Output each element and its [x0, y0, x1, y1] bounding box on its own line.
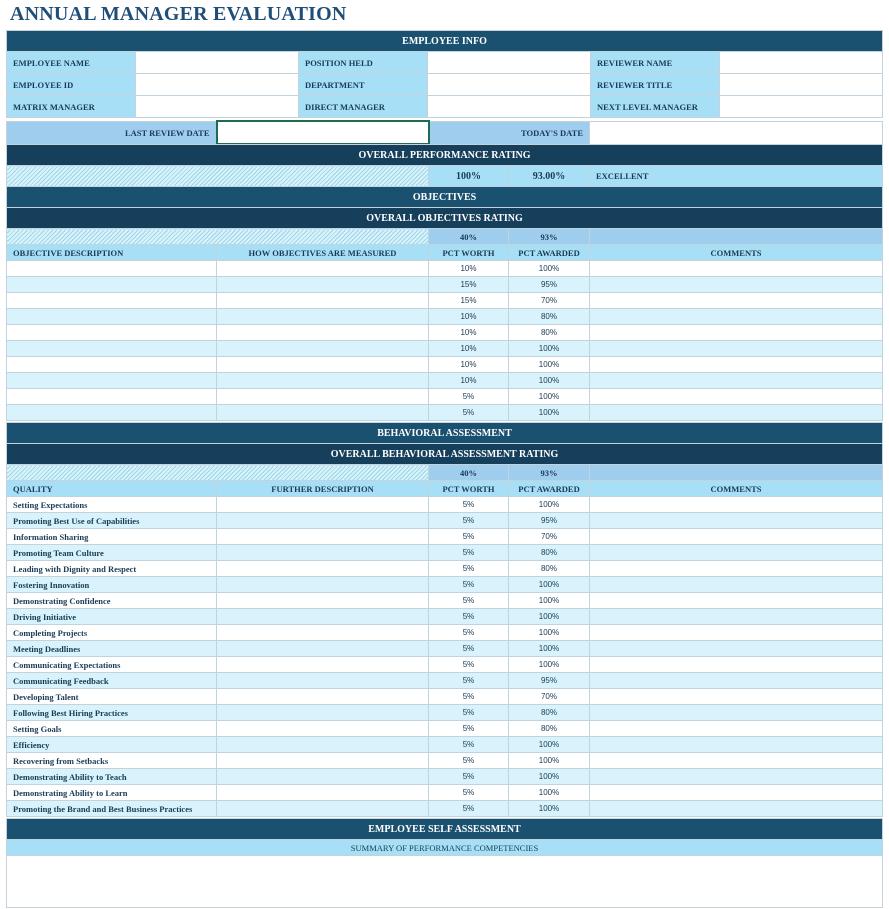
objective-description-field[interactable]: [7, 261, 217, 277]
pct-awarded-cell[interactable]: 70%: [509, 293, 590, 309]
comments-field[interactable]: [590, 341, 883, 357]
pct-worth-cell[interactable]: 5%: [429, 785, 509, 801]
further-description-field[interactable]: [217, 513, 429, 529]
comments-field[interactable]: [590, 753, 883, 769]
pct-worth-cell[interactable]: 5%: [429, 641, 509, 657]
pct-worth-cell[interactable]: 10%: [429, 341, 509, 357]
table-row: [7, 513, 883, 529]
hatched-cell: [7, 465, 429, 481]
how-measured-field[interactable]: [217, 277, 429, 293]
pct-worth-cell[interactable]: 15%: [429, 293, 509, 309]
comments-field[interactable]: [590, 801, 883, 817]
overall-rating: EXCELLENT: [590, 166, 883, 187]
pct-awarded-cell[interactable]: 80%: [509, 705, 590, 721]
col-pct-worth: PCT WORTH: [429, 245, 509, 261]
quality-cell: Promoting the Brand and Best Business Practices: [7, 801, 217, 817]
self-assessment-field[interactable]: [7, 856, 883, 908]
pct-worth-cell[interactable]: 10%: [429, 261, 509, 277]
comments-field[interactable]: [590, 497, 883, 513]
table-row: [7, 277, 883, 293]
further-description-field[interactable]: [217, 673, 429, 689]
further-description-field[interactable]: [217, 785, 429, 801]
quality-cell: Recovering from Setbacks: [7, 753, 217, 769]
page-title: ANNUAL MANAGER EVALUATION: [10, 3, 347, 25]
matrix-manager-field[interactable]: [136, 96, 299, 118]
comments-field[interactable]: [590, 705, 883, 721]
self-assessment-table: [6, 818, 883, 908]
behavioral-total-worth: 40%: [429, 465, 509, 481]
pct-awarded-cell[interactable]: 100%: [509, 801, 590, 817]
employee-info-table: [6, 30, 883, 118]
table-row: [7, 577, 883, 593]
pct-awarded-cell[interactable]: 100%: [509, 609, 590, 625]
col-objective-description: OBJECTIVE DESCRIPTION: [7, 245, 217, 261]
comments-field[interactable]: [590, 561, 883, 577]
further-description-field[interactable]: [217, 705, 429, 721]
how-measured-field[interactable]: [217, 309, 429, 325]
pct-awarded-cell[interactable]: 100%: [509, 737, 590, 753]
quality-cell: Driving Initiative: [7, 609, 217, 625]
comments-field[interactable]: [590, 513, 883, 529]
quality-cell: Demonstrating Ability to Teach: [7, 769, 217, 785]
pct-worth-cell[interactable]: 5%: [429, 577, 509, 593]
table-row: [7, 497, 883, 513]
quality-cell: Promoting Team Culture: [7, 545, 217, 561]
overall-performance-header: OVERALL PERFORMANCE RATING: [7, 145, 883, 166]
comments-field[interactable]: [590, 277, 883, 293]
comments-field[interactable]: [590, 261, 883, 277]
quality-cell: Leading with Dignity and Respect: [7, 561, 217, 577]
how-measured-field[interactable]: [217, 325, 429, 341]
pct-worth-cell[interactable]: 5%: [429, 389, 509, 405]
comments-field[interactable]: [590, 641, 883, 657]
comments-field[interactable]: [590, 609, 883, 625]
table-row: [7, 325, 883, 341]
objectives-table: [6, 186, 883, 421]
comments-field[interactable]: [590, 389, 883, 405]
pct-worth-cell[interactable]: 5%: [429, 561, 509, 577]
last-review-date-label: LAST REVIEW DATE: [7, 121, 217, 144]
pct-awarded-cell[interactable]: 100%: [509, 625, 590, 641]
how-measured-field[interactable]: [217, 389, 429, 405]
reviewer-title-field[interactable]: [720, 74, 883, 96]
further-description-field[interactable]: [217, 641, 429, 657]
pct-awarded-cell[interactable]: 80%: [509, 545, 590, 561]
table-row: [7, 785, 883, 801]
col-further-description: FURTHER DESCRIPTION: [217, 481, 429, 497]
further-description-field[interactable]: [217, 609, 429, 625]
table-row: [7, 689, 883, 705]
comments-field[interactable]: [590, 293, 883, 309]
comments-field[interactable]: [590, 769, 883, 785]
pct-awarded-cell[interactable]: 100%: [509, 769, 590, 785]
pct-awarded-cell[interactable]: 95%: [509, 513, 590, 529]
behavioral-total-blank: [590, 465, 883, 481]
last-review-date-field[interactable]: [217, 121, 429, 144]
pct-awarded-cell[interactable]: 70%: [509, 529, 590, 545]
further-description-field[interactable]: [217, 529, 429, 545]
pct-awarded-cell[interactable]: 80%: [509, 309, 590, 325]
further-description-field[interactable]: [217, 753, 429, 769]
pct-worth-cell[interactable]: 10%: [429, 357, 509, 373]
pct-awarded-cell[interactable]: 100%: [509, 373, 590, 389]
department-label: DEPARTMENT: [299, 74, 428, 96]
pct-worth-cell[interactable]: 5%: [429, 721, 509, 737]
further-description-field[interactable]: [217, 577, 429, 593]
table-row: [7, 389, 883, 405]
objective-description-field[interactable]: [7, 341, 217, 357]
pct-awarded-cell[interactable]: 100%: [509, 389, 590, 405]
quality-cell: Promoting Best Use of Capabilities: [7, 513, 217, 529]
pct-awarded-cell[interactable]: 100%: [509, 261, 590, 277]
table-row: [7, 373, 883, 389]
comments-field[interactable]: [590, 785, 883, 801]
table-row: [7, 529, 883, 545]
pct-worth-cell[interactable]: 5%: [429, 705, 509, 721]
hatched-cell: [7, 229, 429, 245]
comments-field[interactable]: [590, 577, 883, 593]
table-row: [7, 609, 883, 625]
how-measured-field[interactable]: [217, 341, 429, 357]
direct-manager-label: DIRECT MANAGER: [299, 96, 428, 118]
how-measured-field[interactable]: [217, 261, 429, 277]
next-level-manager-label: NEXT LEVEL MANAGER: [591, 96, 720, 118]
further-description-field[interactable]: [217, 561, 429, 577]
pct-worth-cell[interactable]: 5%: [429, 753, 509, 769]
pct-worth-cell[interactable]: 5%: [429, 529, 509, 545]
pct-worth-cell[interactable]: 5%: [429, 769, 509, 785]
table-row: [7, 341, 883, 357]
pct-awarded-cell[interactable]: 100%: [509, 357, 590, 373]
pct-awarded-cell[interactable]: 100%: [509, 405, 590, 421]
pct-awarded-cell[interactable]: 100%: [509, 341, 590, 357]
objective-description-field[interactable]: [7, 373, 217, 389]
table-row: [7, 561, 883, 577]
pct-awarded-cell[interactable]: 100%: [509, 657, 590, 673]
table-row: [7, 309, 883, 325]
further-description-field[interactable]: [217, 801, 429, 817]
pct-worth-cell[interactable]: 15%: [429, 277, 509, 293]
comments-field[interactable]: [590, 657, 883, 673]
quality-cell: Demonstrating Ability to Learn: [7, 785, 217, 801]
table-row: [7, 657, 883, 673]
department-field[interactable]: [428, 74, 591, 96]
review-dates-table: [6, 120, 883, 145]
table-row: [7, 357, 883, 373]
table-row: [7, 545, 883, 561]
behavioral-table: [6, 422, 883, 817]
self-assessment-subheader: SUMMARY OF PERFORMANCE COMPETENCIES: [7, 840, 883, 856]
pct-worth-cell[interactable]: 10%: [429, 373, 509, 389]
how-measured-field[interactable]: [217, 405, 429, 421]
comments-field[interactable]: [590, 545, 883, 561]
overall-pct: 100%: [429, 166, 509, 187]
self-assessment-header: EMPLOYEE SELF ASSESSMENT: [7, 819, 883, 840]
pct-awarded-cell[interactable]: 80%: [509, 721, 590, 737]
behavioral-header: BEHAVIORAL ASSESSMENT: [7, 423, 883, 444]
comments-field[interactable]: [590, 737, 883, 753]
table-row: [7, 593, 883, 609]
col-pct-awarded: PCT AWARDED: [509, 481, 590, 497]
table-row: [7, 405, 883, 421]
pct-worth-cell[interactable]: 10%: [429, 325, 509, 341]
pct-worth-cell[interactable]: 5%: [429, 689, 509, 705]
table-row: [7, 641, 883, 657]
employee-id-field[interactable]: [136, 74, 299, 96]
todays-date-label: TODAY'S DATE: [429, 121, 590, 144]
further-description-field[interactable]: [217, 593, 429, 609]
col-pct-worth: PCT WORTH: [429, 481, 509, 497]
employee-id-label: EMPLOYEE ID: [7, 74, 136, 96]
objective-description-field[interactable]: [7, 405, 217, 421]
overall-score: 93.00%: [509, 166, 590, 187]
further-description-field[interactable]: [217, 497, 429, 513]
reviewer-title-label: REVIEWER TITLE: [591, 74, 720, 96]
quality-cell: Setting Expectations: [7, 497, 217, 513]
pct-awarded-cell[interactable]: 100%: [509, 497, 590, 513]
comments-field[interactable]: [590, 309, 883, 325]
objectives-total-awarded: 93%: [509, 229, 590, 245]
table-row: [7, 721, 883, 737]
pct-awarded-cell[interactable]: 100%: [509, 577, 590, 593]
pct-awarded-cell[interactable]: 70%: [509, 689, 590, 705]
pct-worth-cell[interactable]: 5%: [429, 609, 509, 625]
comments-field[interactable]: [590, 673, 883, 689]
position-held-label: POSITION HELD: [299, 52, 428, 74]
objectives-header: OBJECTIVES: [7, 187, 883, 208]
quality-cell: Fostering Innovation: [7, 577, 217, 593]
employee-name-field[interactable]: [136, 52, 299, 74]
reviewer-name-label: REVIEWER NAME: [591, 52, 720, 74]
todays-date-field[interactable]: [590, 121, 883, 144]
objectives-rating-header: OVERALL OBJECTIVES RATING: [7, 208, 883, 229]
how-measured-field[interactable]: [217, 357, 429, 373]
table-row: [7, 801, 883, 817]
comments-field[interactable]: [590, 373, 883, 389]
quality-cell: Following Best Hiring Practices: [7, 705, 217, 721]
how-measured-field[interactable]: [217, 373, 429, 389]
further-description-field[interactable]: [217, 689, 429, 705]
next-level-manager-field[interactable]: [720, 96, 883, 118]
table-row: [7, 769, 883, 785]
quality-cell: Meeting Deadlines: [7, 641, 217, 657]
quality-cell: Demonstrating Confidence: [7, 593, 217, 609]
pct-awarded-cell[interactable]: 95%: [509, 673, 590, 689]
further-description-field[interactable]: [217, 625, 429, 641]
comments-field[interactable]: [590, 357, 883, 373]
employee-info-header: EMPLOYEE INFO: [7, 31, 883, 52]
pct-awarded-cell[interactable]: 100%: [509, 641, 590, 657]
table-row: [7, 261, 883, 277]
pct-worth-cell[interactable]: 5%: [429, 625, 509, 641]
pct-worth-cell[interactable]: 5%: [429, 497, 509, 513]
comments-field[interactable]: [590, 689, 883, 705]
behavioral-total-awarded: 93%: [509, 465, 590, 481]
objective-description-field[interactable]: [7, 389, 217, 405]
quality-cell: Communicating Expectations: [7, 657, 217, 673]
hatched-cell: [7, 166, 429, 187]
further-description-field[interactable]: [217, 769, 429, 785]
table-row: [7, 293, 883, 309]
objective-description-field[interactable]: [7, 293, 217, 309]
matrix-manager-label: MATRIX MANAGER: [7, 96, 136, 118]
col-comments: COMMENTS: [590, 245, 883, 261]
objective-description-field[interactable]: [7, 277, 217, 293]
objective-description-field[interactable]: [7, 357, 217, 373]
table-row: [7, 705, 883, 721]
objective-description-field[interactable]: [7, 325, 217, 341]
pct-awarded-cell[interactable]: 100%: [509, 593, 590, 609]
pct-worth-cell[interactable]: 5%: [429, 545, 509, 561]
position-held-field[interactable]: [428, 52, 591, 74]
quality-cell: Setting Goals: [7, 721, 217, 737]
behavioral-rating-header: OVERALL BEHAVIORAL ASSESSMENT RATING: [7, 444, 883, 465]
further-description-field[interactable]: [217, 545, 429, 561]
quality-cell: Developing Talent: [7, 689, 217, 705]
objective-description-field[interactable]: [7, 309, 217, 325]
col-how-measured: HOW OBJECTIVES ARE MEASURED: [217, 245, 429, 261]
comments-field[interactable]: [590, 405, 883, 421]
comments-field[interactable]: [590, 625, 883, 641]
comments-field[interactable]: [590, 721, 883, 737]
employee-name-label: EMPLOYEE NAME: [7, 52, 136, 74]
objectives-total-worth: 40%: [429, 229, 509, 245]
table-row: [7, 625, 883, 641]
pct-worth-cell[interactable]: 5%: [429, 657, 509, 673]
quality-cell: Efficiency: [7, 737, 217, 753]
pct-awarded-cell[interactable]: 100%: [509, 753, 590, 769]
col-quality: QUALITY: [7, 481, 217, 497]
pct-worth-cell[interactable]: 10%: [429, 309, 509, 325]
col-comments: COMMENTS: [590, 481, 883, 497]
quality-cell: Completing Projects: [7, 625, 217, 641]
pct-worth-cell[interactable]: 5%: [429, 801, 509, 817]
pct-worth-cell[interactable]: 5%: [429, 405, 509, 421]
further-description-field[interactable]: [217, 657, 429, 673]
quality-cell: Information Sharing: [7, 529, 217, 545]
further-description-field[interactable]: [217, 737, 429, 753]
table-row: [7, 753, 883, 769]
comments-field[interactable]: [590, 529, 883, 545]
quality-cell: Communicating Feedback: [7, 673, 217, 689]
pct-worth-cell[interactable]: 5%: [429, 593, 509, 609]
pct-worth-cell[interactable]: 5%: [429, 673, 509, 689]
pct-worth-cell[interactable]: 5%: [429, 737, 509, 753]
table-row: [7, 673, 883, 689]
comments-field[interactable]: [590, 593, 883, 609]
table-row: [7, 737, 883, 753]
pct-awarded-cell[interactable]: 95%: [509, 277, 590, 293]
col-pct-awarded: PCT AWARDED: [509, 245, 590, 261]
comments-field[interactable]: [590, 325, 883, 341]
how-measured-field[interactable]: [217, 293, 429, 309]
overall-performance-table: [6, 144, 883, 187]
pct-awarded-cell[interactable]: 80%: [509, 561, 590, 577]
reviewer-name-field[interactable]: [720, 52, 883, 74]
further-description-field[interactable]: [217, 721, 429, 737]
direct-manager-field[interactable]: [428, 96, 591, 118]
pct-awarded-cell[interactable]: 100%: [509, 785, 590, 801]
pct-awarded-cell[interactable]: 80%: [509, 325, 590, 341]
objectives-total-blank: [590, 229, 883, 245]
pct-worth-cell[interactable]: 5%: [429, 513, 509, 529]
